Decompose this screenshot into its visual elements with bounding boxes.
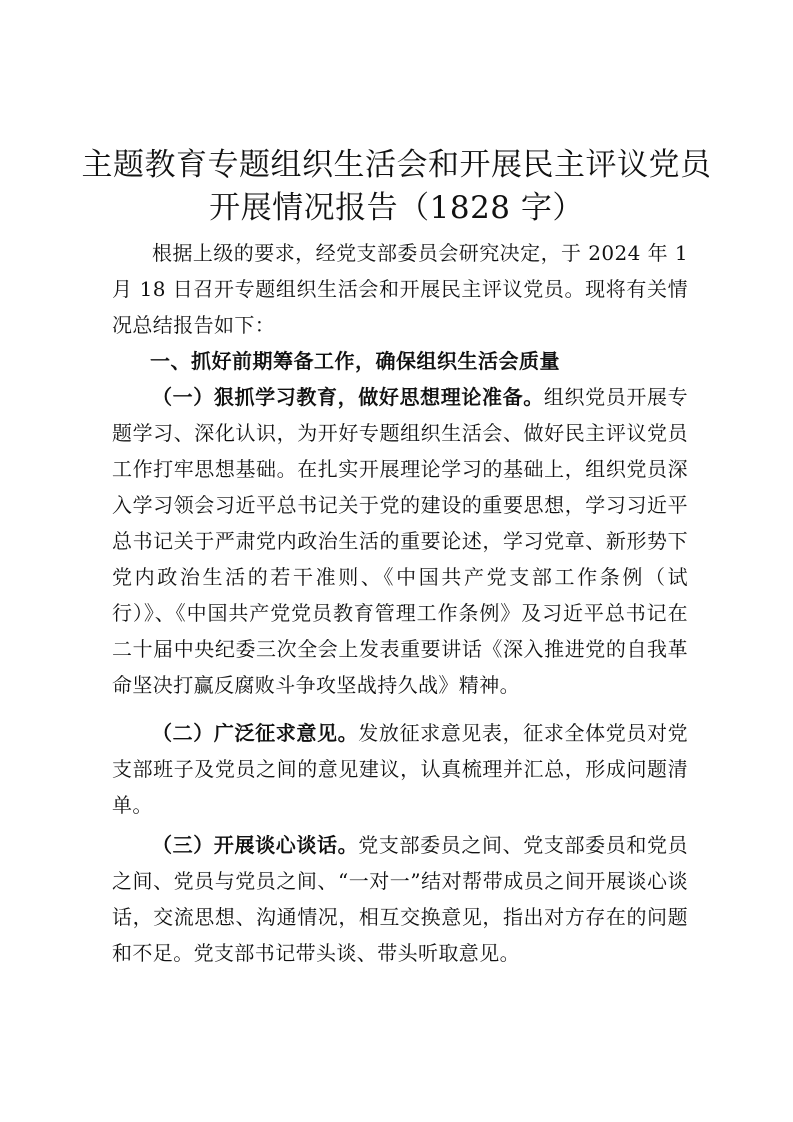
section-1-item-1 xyxy=(112,379,688,703)
item-3-lead: （三）开展谈心谈话。 xyxy=(152,833,359,857)
item-2-text: 发放征求意见表，征求全体党员对党支部班子及党员之间的意见建议，认真梳理并汇总，形成问题清单。 xyxy=(112,721,689,817)
item-2-lead: （二）广泛征求意见。 xyxy=(152,721,359,745)
document-title-line-1: 主题教育专题组织生活会和开展民主评议党员 xyxy=(81,147,712,183)
item-1-lead: （一）狠抓学习教育，做好思想理论准备。 xyxy=(152,385,544,409)
item-3-text: 党支部委员之间、党支部委员和党员之间、党员与党员之间、“一对一”结对帮带成员之间开展谈心谈话，交流思想、沟通情况，相互交换意见，指出对方存在的问题和不足。党支部书记带头谈、带头听取意见。 xyxy=(112,833,689,965)
document-title-line-2: 开展情况报告（1828 字） xyxy=(209,190,584,226)
intro-paragraph: 根据上级的要求，经党支部委员会研究决定，于 2024 年 1 月 18 日召开专题组织生活会和开展民主评议党员。现将有关情况总结报告如下： xyxy=(112,241,688,337)
section-1-item-2 xyxy=(112,715,688,823)
section-1-item-3 xyxy=(112,827,688,971)
item-1-text: 组织党员开展专题学习、深化认识，为开好专题组织生活会、做好民主评议党员工作打牢思想基础。在扎实开展理论学习的基础上，组织党员深入学习领会习近平总书记关于党的建设的重要思想，学习习近平总书记关于严肃党内政治生活的重要论述，学习党章、新形势下党内政治生活的若干准则、《中国共产党支部工作条例（试行）》、《中国共产党党员教育管理工作条例》及习近平总书记在二十届中央纪委三次全会上发表重要讲话《深入推进党的自我革命坚决打赢反腐败斗争攻坚战持久战》精神。 xyxy=(112,385,688,697)
section-1-heading: 一、抓好前期筹备工作，确保组织生活会质量 xyxy=(150,349,560,373)
